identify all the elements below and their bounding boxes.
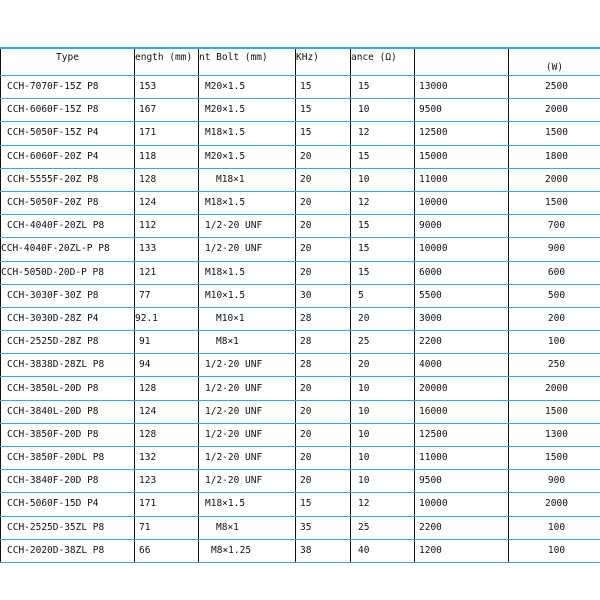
cell-power: 100 — [509, 331, 600, 354]
table-row — [1, 470, 600, 493]
table-row — [1, 261, 600, 284]
cell-frequency: 20 — [296, 261, 351, 284]
cell-impedance: 10 — [351, 447, 415, 470]
cell-power: 2500 — [509, 76, 600, 99]
cell-mount-bolt: 1/2-20 UNF — [199, 423, 296, 446]
cell-power: 700 — [509, 215, 600, 238]
cell-length: 124 — [135, 191, 199, 214]
cell-power: 100 — [509, 539, 600, 562]
cell-type: CCH-3030F-30Z P8 — [1, 284, 135, 307]
cell-capacitance: 11000 — [415, 447, 509, 470]
table-row — [1, 423, 600, 446]
spec-table-body — [1, 48, 600, 562]
cell-power: 1500 — [509, 447, 600, 470]
cell-power: 1500 — [509, 191, 600, 214]
cell-frequency: 28 — [296, 331, 351, 354]
cell-capacitance: 6000 — [415, 261, 509, 284]
cell-mount-bolt: 1/2-20 UNF — [199, 238, 296, 261]
cell-mount-bolt: M8×1.25 — [199, 539, 296, 562]
cell-type: CCH-3840F-20D P8 — [1, 470, 135, 493]
cell-capacitance: 2200 — [415, 516, 509, 539]
cell-frequency: 20 — [296, 191, 351, 214]
table-row — [1, 307, 600, 330]
cell-capacitance: 20000 — [415, 377, 509, 400]
cell-type: CCH-3850L-20D P8 — [1, 377, 135, 400]
cell-mount-bolt: M20×1.5 — [199, 76, 296, 99]
cell-capacitance: 9000 — [415, 215, 509, 238]
cell-mount-bolt: M20×1.5 — [199, 145, 296, 168]
cell-impedance: 25 — [351, 331, 415, 354]
cell-frequency: 20 — [296, 400, 351, 423]
cell-mount-bolt: M10×1.5 — [199, 284, 296, 307]
cell-length: 124 — [135, 400, 199, 423]
cell-impedance: 10 — [351, 99, 415, 122]
cell-impedance: 10 — [351, 400, 415, 423]
cell-type: CCH-6060F-15Z P8 — [1, 99, 135, 122]
cell-frequency: 15 — [296, 493, 351, 516]
cell-power: 2000 — [509, 99, 600, 122]
table-row — [1, 377, 600, 400]
cell-frequency: 15 — [296, 76, 351, 99]
cell-frequency: 28 — [296, 354, 351, 377]
cell-frequency: 20 — [296, 377, 351, 400]
cell-length: 128 — [135, 377, 199, 400]
cell-capacitance: 16000 — [415, 400, 509, 423]
cell-frequency: 20 — [296, 145, 351, 168]
cell-capacitance: 5500 — [415, 284, 509, 307]
cell-impedance: 12 — [351, 191, 415, 214]
cell-frequency: 15 — [296, 99, 351, 122]
cell-length: 71 — [135, 516, 199, 539]
cell-power: 1500 — [509, 122, 600, 145]
spec-sheet — [0, 47, 600, 563]
cell-mount-bolt: 1/2-20 UNF — [199, 215, 296, 238]
table-row — [1, 122, 600, 145]
cell-power: 200 — [509, 307, 600, 330]
cell-length: 121 — [135, 261, 199, 284]
cell-power: 250 — [509, 354, 600, 377]
cell-impedance: 12 — [351, 122, 415, 145]
cell-impedance: 10 — [351, 423, 415, 446]
cell-frequency: 38 — [296, 539, 351, 562]
cell-impedance: 25 — [351, 516, 415, 539]
header-capacitance — [415, 48, 509, 76]
cell-type: CCH-3850F-20DL P8 — [1, 447, 135, 470]
cell-mount-bolt: 1/2-20 UNF — [199, 447, 296, 470]
cell-length: 153 — [135, 76, 199, 99]
table-row — [1, 354, 600, 377]
cell-impedance: 15 — [351, 261, 415, 284]
cell-type: CCH-2525D-28Z P8 — [1, 331, 135, 354]
header-impedance: ance (Ω) — [351, 48, 415, 76]
cell-length: 112 — [135, 215, 199, 238]
cell-length: 94 — [135, 354, 199, 377]
cell-capacitance: 9500 — [415, 99, 509, 122]
table-row — [1, 400, 600, 423]
cell-mount-bolt: M20×1.5 — [199, 99, 296, 122]
cell-type: CCH-7070F-15Z P8 — [1, 76, 135, 99]
header-length: ength (mm) — [135, 48, 199, 76]
cell-length: 133 — [135, 238, 199, 261]
cell-frequency: 20 — [296, 215, 351, 238]
cell-power: 2000 — [509, 493, 600, 516]
cell-length: 92.1 — [135, 307, 199, 330]
cell-capacitance: 1200 — [415, 539, 509, 562]
table-row — [1, 493, 600, 516]
cell-type: CCH-5050F-15Z P4 — [1, 122, 135, 145]
cell-type: CCH-4040F-20ZL-P P8 — [1, 238, 135, 261]
cell-type: CCH-3838D-28ZL P8 — [1, 354, 135, 377]
cell-impedance: 15 — [351, 145, 415, 168]
cell-length: 132 — [135, 447, 199, 470]
cell-power: 1300 — [509, 423, 600, 446]
cell-length: 66 — [135, 539, 199, 562]
table-row — [1, 76, 600, 99]
table-row — [1, 516, 600, 539]
cell-impedance: 20 — [351, 354, 415, 377]
table-row — [1, 145, 600, 168]
cell-capacitance: 12500 — [415, 423, 509, 446]
cell-capacitance: 12500 — [415, 122, 509, 145]
header-type: Type — [1, 48, 135, 76]
cell-capacitance: 3000 — [415, 307, 509, 330]
cell-power: 100 — [509, 516, 600, 539]
cell-mount-bolt: M8×1 — [199, 331, 296, 354]
cell-impedance: 10 — [351, 168, 415, 191]
table-row — [1, 168, 600, 191]
cell-length: 123 — [135, 470, 199, 493]
cell-mount-bolt: M18×1.5 — [199, 191, 296, 214]
cell-length: 167 — [135, 99, 199, 122]
cell-impedance: 12 — [351, 493, 415, 516]
cell-capacitance: 2200 — [415, 331, 509, 354]
table-row — [1, 215, 600, 238]
header-power: (W) — [509, 48, 600, 76]
cell-mount-bolt: M18×1.5 — [199, 122, 296, 145]
cell-power: 1800 — [509, 145, 600, 168]
cell-length: 171 — [135, 493, 199, 516]
cell-mount-bolt: 1/2-20 UNF — [199, 470, 296, 493]
cell-capacitance: 10000 — [415, 191, 509, 214]
cell-capacitance: 4000 — [415, 354, 509, 377]
cell-frequency: 20 — [296, 423, 351, 446]
cell-frequency: 35 — [296, 516, 351, 539]
cell-capacitance: 10000 — [415, 238, 509, 261]
cell-impedance: 15 — [351, 215, 415, 238]
cell-mount-bolt: M10×1 — [199, 307, 296, 330]
cell-impedance: 40 — [351, 539, 415, 562]
cell-length: 77 — [135, 284, 199, 307]
cell-type: CCH-5555F-20Z P8 — [1, 168, 135, 191]
cell-type: CCH-5060F-15D P4 — [1, 493, 135, 516]
cell-impedance: 10 — [351, 377, 415, 400]
cell-power: 500 — [509, 284, 600, 307]
header-frequency: KHz) — [296, 48, 351, 76]
cell-type: CCH-6060F-20Z P4 — [1, 145, 135, 168]
cell-mount-bolt: M8×1 — [199, 516, 296, 539]
cell-type: CCH-3850F-20D P8 — [1, 423, 135, 446]
cell-type: CCH-3030D-28Z P4 — [1, 307, 135, 330]
cell-power: 2000 — [509, 168, 600, 191]
table-row — [1, 238, 600, 261]
cell-type: CCH-2525D-35ZL P8 — [1, 516, 135, 539]
cell-impedance: 15 — [351, 76, 415, 99]
cell-frequency: 15 — [296, 122, 351, 145]
cell-frequency: 30 — [296, 284, 351, 307]
cell-mount-bolt: M18×1.5 — [199, 493, 296, 516]
cell-capacitance: 11000 — [415, 168, 509, 191]
cell-mount-bolt: 1/2-20 UNF — [199, 400, 296, 423]
cell-power: 1500 — [509, 400, 600, 423]
cell-capacitance: 13000 — [415, 76, 509, 99]
cell-type: CCH-3840L-20D P8 — [1, 400, 135, 423]
cell-impedance: 15 — [351, 238, 415, 261]
cell-mount-bolt: M18×1 — [199, 168, 296, 191]
cell-capacitance: 10000 — [415, 493, 509, 516]
cell-type: CCH-5050F-20Z P8 — [1, 191, 135, 214]
cell-power: 2000 — [509, 377, 600, 400]
spec-table — [0, 47, 600, 563]
cell-length: 128 — [135, 423, 199, 446]
cell-power: 900 — [509, 238, 600, 261]
cell-type: CCH-5050D-20D-P P8 — [1, 261, 135, 284]
table-row — [1, 191, 600, 214]
cell-impedance: 10 — [351, 470, 415, 493]
cell-frequency: 20 — [296, 238, 351, 261]
cell-type: CCH-2020D-38ZL P8 — [1, 539, 135, 562]
cell-length: 118 — [135, 145, 199, 168]
cell-length: 171 — [135, 122, 199, 145]
cell-capacitance: 9500 — [415, 470, 509, 493]
cell-impedance: 20 — [351, 307, 415, 330]
cell-length: 91 — [135, 331, 199, 354]
table-row — [1, 284, 600, 307]
table-row — [1, 539, 600, 562]
cell-impedance: 5 — [351, 284, 415, 307]
cell-frequency: 28 — [296, 307, 351, 330]
header-mount-bolt: nt Bolt (mm) — [199, 48, 296, 76]
table-row — [1, 99, 600, 122]
table-row — [1, 331, 600, 354]
header-row — [1, 48, 600, 76]
cell-capacitance: 15000 — [415, 145, 509, 168]
cell-power: 600 — [509, 261, 600, 284]
cell-mount-bolt: M18×1.5 — [199, 261, 296, 284]
cell-type: CCH-4040F-20ZL P8 — [1, 215, 135, 238]
table-row — [1, 447, 600, 470]
cell-mount-bolt: 1/2-20 UNF — [199, 354, 296, 377]
cell-frequency: 20 — [296, 470, 351, 493]
cell-power: 900 — [509, 470, 600, 493]
cell-length: 128 — [135, 168, 199, 191]
cell-frequency: 20 — [296, 447, 351, 470]
cell-mount-bolt: 1/2-20 UNF — [199, 377, 296, 400]
cell-frequency: 20 — [296, 168, 351, 191]
